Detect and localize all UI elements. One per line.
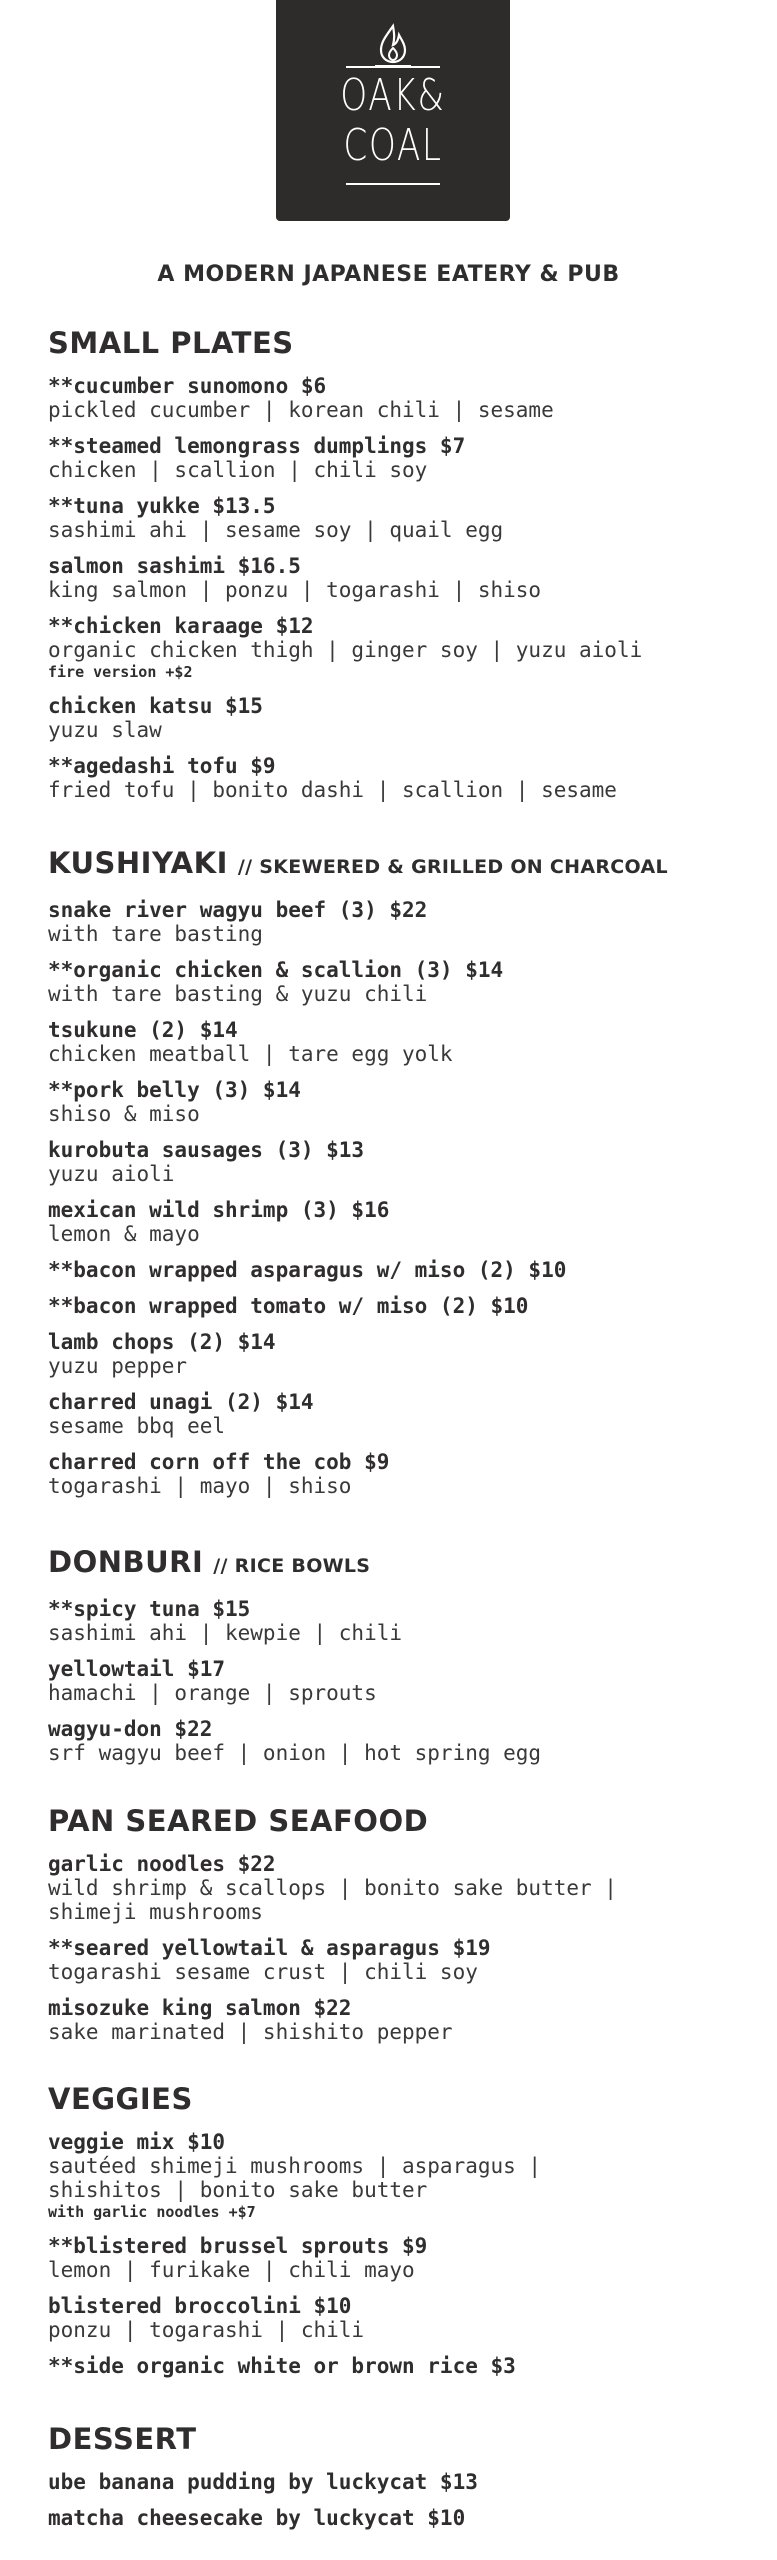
menu-item bbox=[48, 1198, 758, 1246]
menu-item-name: **agedashi tofu $9 bbox=[48, 754, 276, 778]
menu-item-name: **cucumber sunomono $6 bbox=[48, 374, 327, 398]
menu-item-name: wagyu-don $22 bbox=[48, 1717, 213, 1741]
menu-item bbox=[48, 434, 758, 482]
menu-item-name: **chicken karaage $12 bbox=[48, 614, 314, 638]
menu-item-name: **steamed lemongrass dumplings $7 bbox=[48, 434, 466, 458]
logo-word-oak: OAK& bbox=[340, 70, 446, 121]
section-donburi bbox=[48, 1545, 758, 1777]
section-small-plates bbox=[48, 326, 758, 814]
menu-item-description: king salmon | ponzu | togarashi | shiso bbox=[48, 578, 542, 602]
menu-item-name: blistered broccolini $10 bbox=[48, 2294, 352, 2318]
item-list bbox=[48, 2130, 758, 2378]
menu-item-description: togarashi | mayo | shiso bbox=[48, 1474, 352, 1498]
section-pan-seared-seafood bbox=[48, 1804, 758, 2056]
menu-item bbox=[48, 494, 758, 542]
menu-item-description: hamachi | orange | sprouts bbox=[48, 1681, 377, 1705]
menu-item bbox=[48, 554, 758, 602]
menu-item-description: sesame bbq eel bbox=[48, 1414, 226, 1438]
menu-item-description: shiso & miso bbox=[48, 1102, 200, 1126]
menu-item bbox=[48, 2294, 758, 2342]
menu-item-description: togarashi sesame crust | chili soy bbox=[48, 1960, 478, 1984]
menu-item-name: **spicy tuna $15 bbox=[48, 1597, 251, 1621]
menu-item-description: yuzu pepper bbox=[48, 1354, 188, 1378]
menu-item bbox=[48, 1852, 758, 1924]
menu-item-name: garlic noodles $22 bbox=[48, 1852, 276, 1876]
menu-item bbox=[48, 694, 758, 742]
menu-item bbox=[48, 2470, 758, 2494]
menu-item-description: organic chicken thigh | ginger soy | yuzu aioli bbox=[48, 638, 643, 662]
item-list bbox=[48, 374, 758, 802]
menu-item bbox=[48, 374, 758, 422]
section-title: PAN SEARED SEAFOOD bbox=[48, 1804, 429, 1838]
menu-item bbox=[48, 1018, 758, 1066]
item-list bbox=[48, 1852, 758, 2044]
item-list bbox=[48, 2470, 758, 2530]
menu-item-name: kurobuta sausages (3) $13 bbox=[48, 1138, 365, 1162]
section-subtitle: // SKEWERED & GRILLED ON CHARCOAL bbox=[237, 856, 668, 878]
menu-item-name: **tuna yukke $13.5 bbox=[48, 494, 276, 518]
menu-item-name: snake river wagyu beef (3) $22 bbox=[48, 898, 428, 922]
menu-item-description: pickled cucumber | korean chili | sesame bbox=[48, 398, 554, 422]
menu-item bbox=[48, 2506, 758, 2530]
menu-item-name: **side organic white or brown rice $3 bbox=[48, 2354, 516, 2378]
menu-item bbox=[48, 2130, 758, 2222]
menu-item-description: ponzu | togarashi | chili bbox=[48, 2318, 365, 2342]
section-title: SMALL PLATES bbox=[48, 326, 294, 360]
menu-item-name: chicken katsu $15 bbox=[48, 694, 263, 718]
menu-item bbox=[48, 2234, 758, 2282]
menu-item-note: fire version +$2 bbox=[48, 663, 193, 681]
section-veggies bbox=[48, 2082, 758, 2390]
menu-item-description: wild shrimp & scallops | bonito sake butter | shimeji mushrooms bbox=[48, 1876, 617, 1924]
menu-item-name: **pork belly (3) $14 bbox=[48, 1078, 301, 1102]
menu-item-name: **blistered brussel sprouts $9 bbox=[48, 2234, 428, 2258]
menu-item-description: sashimi ahi | kewpie | chili bbox=[48, 1621, 403, 1645]
menu-item-note: with garlic noodles +$7 bbox=[48, 2203, 256, 2221]
menu-item-name: **bacon wrapped tomato w/ miso (2) $10 bbox=[48, 1294, 529, 1318]
menu-item bbox=[48, 1657, 758, 1705]
menu-item-name: ube banana pudding by luckycat $13 bbox=[48, 2470, 478, 2494]
section-title: DESSERT bbox=[48, 2422, 197, 2456]
menu-item-description: lemon & mayo bbox=[48, 1222, 200, 1246]
section-title: DONBURI // RICE BOWLS bbox=[48, 1545, 371, 1579]
menu-item-description: with tare basting & yuzu chili bbox=[48, 982, 428, 1006]
menu-item-description: with tare basting bbox=[48, 922, 263, 946]
menu-item-description: yuzu slaw bbox=[48, 718, 162, 742]
menu-item-description: sautéed shimeji mushrooms | asparagus | shishitos | bonito sake butter bbox=[48, 2154, 542, 2202]
menu-item bbox=[48, 1294, 758, 1318]
tagline: A MODERN JAPANESE EATERY & PUB bbox=[157, 262, 620, 287]
section-kushiyaki bbox=[48, 846, 758, 1510]
menu-item bbox=[48, 1450, 758, 1498]
section-title: KUSHIYAKI // SKEWERED & GRILLED ON CHARCOAL bbox=[48, 846, 668, 880]
menu-item-name: **seared yellowtail & asparagus $19 bbox=[48, 1936, 491, 1960]
menu-item-name: lamb chops (2) $14 bbox=[48, 1330, 276, 1354]
item-list bbox=[48, 898, 758, 1498]
menu-item-name: yellowtail $17 bbox=[48, 1657, 226, 1681]
menu-item bbox=[48, 958, 758, 1006]
menu-item bbox=[48, 754, 758, 802]
menu-item bbox=[48, 1936, 758, 1984]
menu-item bbox=[48, 1330, 758, 1378]
menu-item bbox=[48, 1078, 758, 1126]
menu-item bbox=[48, 898, 758, 946]
item-list bbox=[48, 1597, 758, 1765]
menu-item-description: sake marinated | shishito pepper bbox=[48, 2020, 453, 2044]
menu-item-description: yuzu aioli bbox=[48, 1162, 175, 1186]
menu-item bbox=[48, 1996, 758, 2044]
section-subtitle: // RICE BOWLS bbox=[213, 1555, 371, 1577]
menu-item bbox=[48, 1138, 758, 1186]
menu-item-name: **bacon wrapped asparagus w/ miso (2) $10 bbox=[48, 1258, 567, 1282]
menu-item-description: sashimi ahi | sesame soy | quail egg bbox=[48, 518, 504, 542]
logo bbox=[276, 0, 510, 221]
menu-item-name: charred corn off the cob $9 bbox=[48, 1450, 390, 1474]
menu-item-name: salmon sashimi $16.5 bbox=[48, 554, 301, 578]
menu-item-name: mexican wild shrimp (3) $16 bbox=[48, 1198, 390, 1222]
menu-item bbox=[48, 614, 758, 682]
section-title: VEGGIES bbox=[48, 2082, 193, 2116]
menu-item bbox=[48, 1717, 758, 1765]
flame-icon bbox=[373, 22, 413, 68]
logo-word-coal: COAL bbox=[343, 120, 443, 171]
menu-item bbox=[48, 1597, 758, 1645]
menu-item-description: chicken | scallion | chili soy bbox=[48, 458, 428, 482]
menu-item bbox=[48, 1390, 758, 1438]
menu-item-description: chicken meatball | tare egg yolk bbox=[48, 1042, 453, 1066]
menu-item-name: tsukune (2) $14 bbox=[48, 1018, 238, 1042]
logo-rule-top bbox=[346, 66, 440, 68]
section-dessert bbox=[48, 2422, 758, 2542]
menu-item-name: misozuke king salmon $22 bbox=[48, 1996, 352, 2020]
menu-item bbox=[48, 1258, 758, 1282]
menu-item-name: **organic chicken & scallion (3) $14 bbox=[48, 958, 504, 982]
menu-item-name: charred unagi (2) $14 bbox=[48, 1390, 314, 1414]
menu-item-name: matcha cheesecake by luckycat $10 bbox=[48, 2506, 466, 2530]
menu-item-description: lemon | furikake | chili mayo bbox=[48, 2258, 415, 2282]
menu-item-description: srf wagyu beef | onion | hot spring egg bbox=[48, 1741, 542, 1765]
menu-item-name: veggie mix $10 bbox=[48, 2130, 226, 2154]
menu-item bbox=[48, 2354, 758, 2378]
menu-item-description: fried tofu | bonito dashi | scallion | sesame bbox=[48, 778, 617, 802]
logo-rule-bottom bbox=[346, 183, 440, 185]
